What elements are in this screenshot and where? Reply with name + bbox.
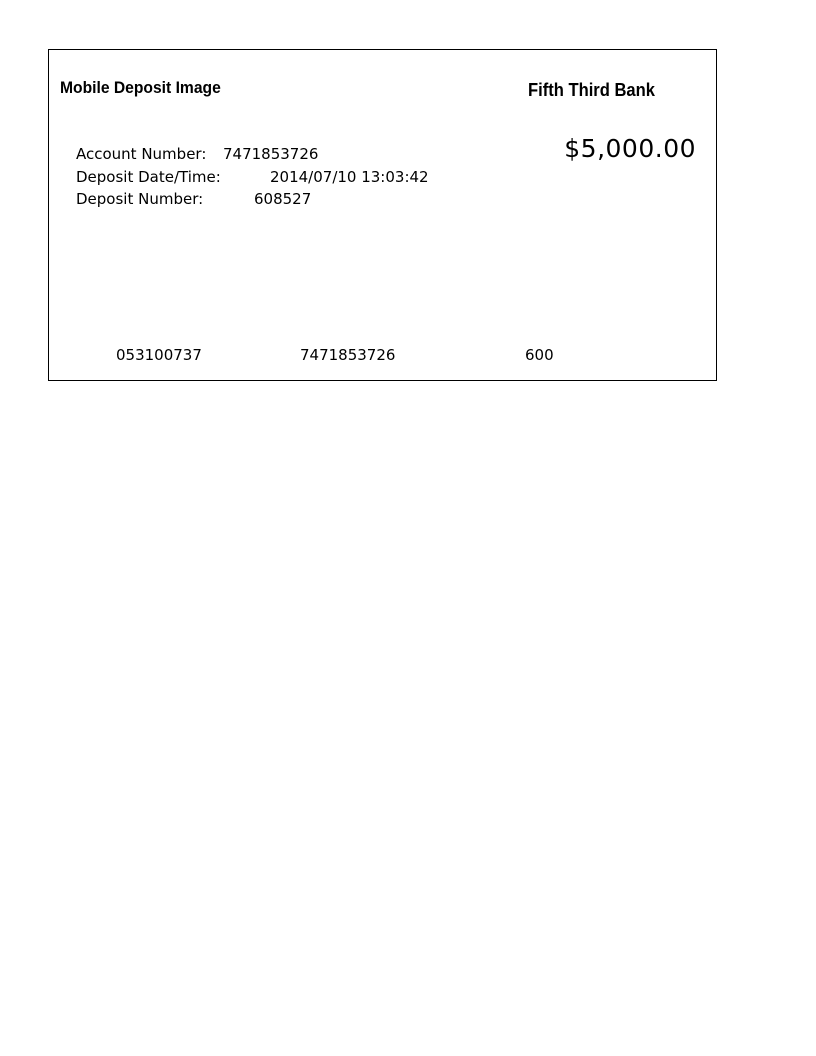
deposit-image-card: [48, 49, 717, 381]
micr-account-number: 7471853726: [300, 346, 396, 364]
card-title: Mobile Deposit Image: [60, 78, 221, 97]
account-number-value: 7471853726: [223, 145, 319, 163]
deposit-number-label: Deposit Number:: [76, 190, 204, 208]
account-number-label: Account Number:: [76, 145, 207, 163]
deposit-date-value: 2014/07/10 13:03:42: [270, 168, 429, 186]
micr-check-number: 600: [525, 346, 554, 364]
deposit-amount: $5,000.00: [564, 134, 696, 163]
micr-routing-number: 053100737: [116, 346, 202, 364]
deposit-number-value: 608527: [254, 190, 312, 208]
deposit-date-label: Deposit Date/Time:: [76, 168, 221, 186]
bank-name: Fifth Third Bank: [528, 80, 655, 100]
